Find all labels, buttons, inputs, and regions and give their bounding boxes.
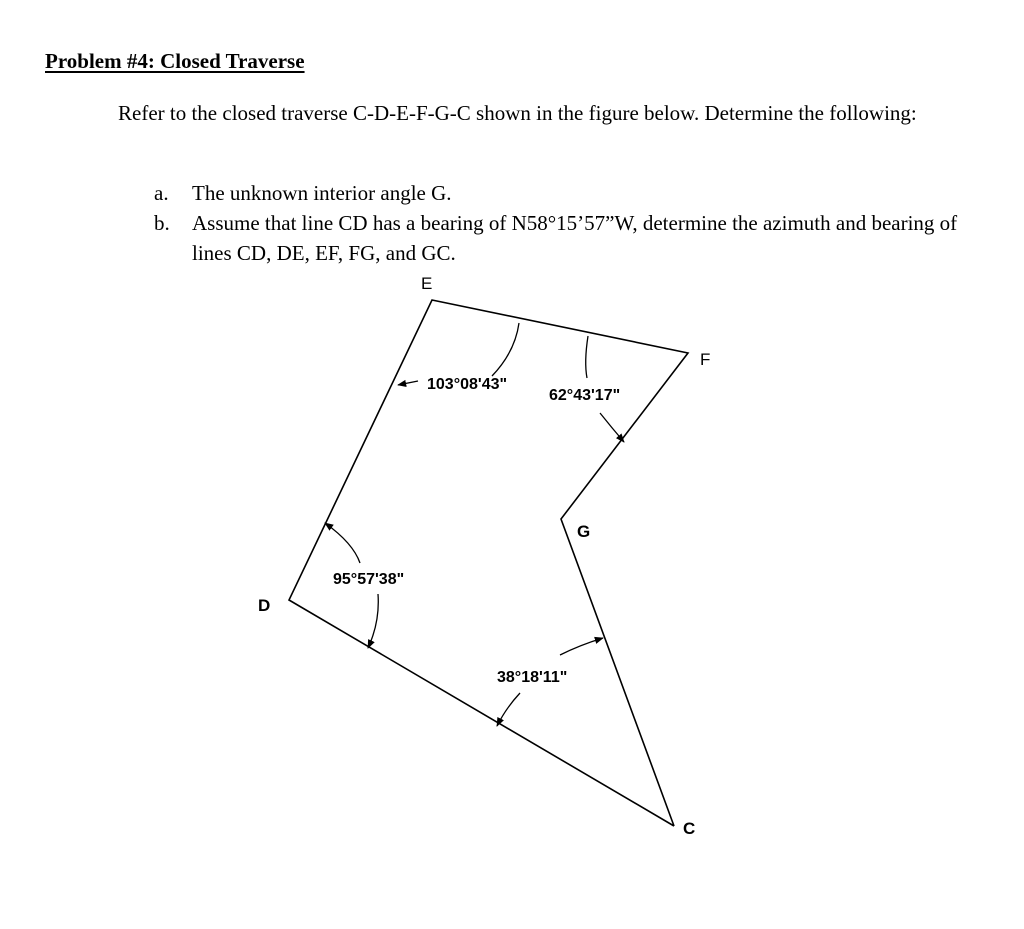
vertex-label-d: D <box>258 596 271 615</box>
task-marker: b. <box>154 211 170 235</box>
angle-arc-d-lower <box>368 594 378 648</box>
angle-arc-f <box>586 336 588 378</box>
vertex-label-g: G <box>577 522 591 541</box>
problem-intro: Refer to the closed traverse C-D-E-F-G-C shown in the figure below. Determine the following: <box>118 101 917 125</box>
angle-arc-d-upper <box>325 523 360 563</box>
task-text: The unknown interior angle G. <box>192 181 452 205</box>
vertex-label-e: E <box>421 274 433 293</box>
angle-arc-e <box>492 323 519 376</box>
angle-arrow-f <box>600 413 624 442</box>
vertex-label-c: C <box>683 819 696 838</box>
task-marker: a. <box>154 181 169 205</box>
angle-label-e: 103°08'43" <box>427 376 508 393</box>
task-text: Assume that line CD has a bearing of N58°15’57”W, determine the azimuth and bearing of lines CD, DE, EF, FG, and GC. <box>192 211 958 265</box>
problem-title: Problem #4: Closed Traverse <box>45 49 305 73</box>
angle-arc-c-lower <box>497 693 520 726</box>
angle-arc-c-upper <box>560 638 603 655</box>
angle-label-d: 95°57'38" <box>333 571 405 588</box>
angle-label-c: 38°18'11" <box>497 669 568 686</box>
angle-label-f: 62°43'17" <box>549 387 621 404</box>
angle-arrow-e <box>398 381 418 385</box>
vertex-label-f: F <box>700 350 711 369</box>
